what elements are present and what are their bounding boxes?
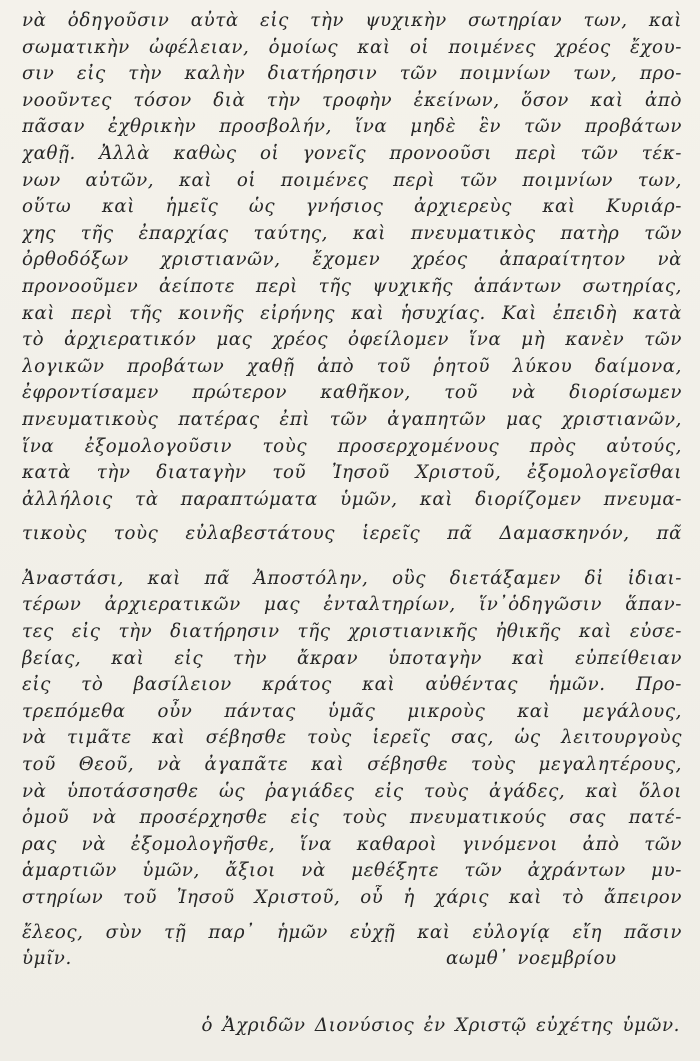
text-line: ὀρθοδόξων χριστιανῶν, ἔχομεν χρέος ἀπαραίτητον νὰ: [22, 249, 682, 271]
text-line: ἀλλήλοις τὰ παραπτώματα ὑμῶν, καὶ διορίζομεν πνευμα-: [22, 488, 682, 510]
text-line: τρεπόμεθα οὖν πάντας ὑμᾶς μικροὺς καὶ μεγάλους,: [22, 700, 682, 722]
text-line: νὰ ὁδηγοῦσιν αὐτὰ εἰς τὴν ψυχικὴν σωτηρίαν των, καὶ: [22, 10, 682, 31]
text-line: τικοὺς τοὺς εὐλαβεστάτους ἱερεῖς πα̃ Δαμασκηνόν, πα̃: [22, 523, 682, 545]
text-line: εἰς τὸ βασίλειον κράτος καὶ αὐθέντας ἡμῶν. Προ-: [22, 674, 682, 696]
text-line: λογικῶν προβάτων χαθῇ ἀπὸ τοῦ ῥητοῦ λύκου δαίμονα,: [22, 355, 682, 377]
letter-body: [22, 8, 682, 973]
text-line: ἵνα ἐξομολογοῦσιν τοὺς προσερχομένους πρὸς αὐτούς,: [22, 435, 682, 457]
text-line: νων αὐτῶν, καὶ οἱ ποιμένες περὶ τῶν ποιμνίων των,: [22, 169, 682, 191]
closing-line: [22, 946, 682, 973]
final-word: ὑμῖν.: [22, 948, 72, 970]
text-line: Ἀναστάσι, καὶ πα̃ Ἀποστόλην, οὓς διετάξαμεν δἰ ἰδιαι-: [22, 567, 682, 589]
text-line: ὁμοῦ νὰ προσέρχησθε εἰς τοὺς πνευματικούς σας πατέ-: [22, 807, 682, 829]
text-line: προνοοῦμεν ἀείποτε περὶ τῆς ψυχικῆς ἁπάντων σωτηρίας,: [22, 275, 682, 297]
text-line: σωματικὴν ὠφέλειαν, ὁμοίως καὶ οἱ ποιμένες χρέος ἔχου-: [22, 36, 682, 58]
text-line: τες εἰς τὴν διατήρησιν τῆς χριστιανικῆς ἠθικῆς καὶ εὐσε-: [22, 621, 682, 643]
text-line: χης τῆς ἐπαρχίας ταύτης, καὶ πνευματικὸς πατὴρ τῶν: [22, 222, 682, 244]
text-line: καὶ περὶ τῆς κοινῆς εἰρήνης καὶ ἡσυχίας. Καὶ ἐπειδὴ κατὰ: [22, 302, 682, 324]
text-line: ἐφροντίσαμεν πρώτερον καθῆκον, τοῦ νὰ διορίσωμεν: [22, 382, 682, 404]
text-line: κατὰ τὴν διαταγὴν τοῦ Ἰησοῦ Χριστοῦ, ἐξομολογεῖσθαι: [22, 462, 682, 484]
text-line: τὸ ἀρχιερατικόν μας χρέος ὀφείλομεν ἵνα μὴ κανὲν τῶν: [22, 329, 682, 351]
text-line: νὰ τιμᾶτε καὶ σέβησθε τοὺς ἱερεῖς σας, ὡς λειτουργοὺς: [22, 727, 682, 749]
text-line: τέρων ἀρχιερατικῶν μας ἐνταλτηρίων, ἵν᾽ὁδηγῶσιν ἅπαν-: [22, 594, 682, 616]
text-line: ἔλεος, σὺν τῇ παρ᾽ ἡμῶν εὐχῇ καὶ εὐλογίᾳ εἴη πᾶσιν: [22, 921, 682, 943]
text-line: οὕτω καὶ ἡμεῖς ὡς γνήσιος ἀρχιερεὺς καὶ Κυριάρ-: [22, 196, 682, 218]
signature-line: ὁ Ἀχριδῶν Διονύσιος ἐν Χριστῷ εὐχέτης ὑμῶν.: [201, 1015, 680, 1036]
text-line: νοοῦντες τόσον διὰ τὴν τροφὴν ἐκείνων, ὅσον καὶ ἀπὸ: [22, 89, 682, 111]
text-line: βείας, καὶ εἰς τὴν ἄκραν ὑποταγὴν καὶ εὐπείθειαν: [22, 647, 682, 669]
text-line: σιν εἰς τὴν καλὴν διατήρησιν τῶν ποιμνίων των, προ-: [22, 63, 682, 85]
text-line: ἁμαρτιῶν ὑμῶν, ἄξιοι νὰ μεθέξητε τῶν ἀχράντων μυ-: [22, 860, 682, 882]
text-line: πνευματικοὺς πατέρας ἐπὶ τῶν ἀγαπητῶν μας χριστιανῶν,: [22, 408, 682, 430]
text-line: τοῦ Θεοῦ, νὰ ἀγαπᾶτε καὶ σέβησθε τοὺς μεγαλητέρους,: [22, 754, 682, 776]
letter-date: αωμθ᾽ νοεμβρίου: [446, 948, 617, 970]
text-line: νὰ ὑποτάσσησθε ὡς ῥαγιάδες εἰς τοὺς ἀγάδες, καὶ ὅλοι: [22, 780, 682, 802]
text-line: ρας νὰ ἐξομολογῆσθε, ἵνα καθαροὶ γινόμενοι ἀπὸ τῶν: [22, 833, 682, 855]
text-line: στηρίων τοῦ Ἰησοῦ Χριστοῦ, οὗ ἡ χάρις καὶ τὸ ἄπειρον: [22, 887, 682, 908]
text-line: πᾶσαν ἐχθρικὴν προσβολήν, ἵνα μηδὲ ἓν τῶν προβάτων: [22, 116, 682, 138]
text-line: χαθῇ. Ἀλλὰ καθὼς οἱ γονεῖς προνοοῦσι περὶ τῶν τέκ-: [22, 142, 682, 164]
